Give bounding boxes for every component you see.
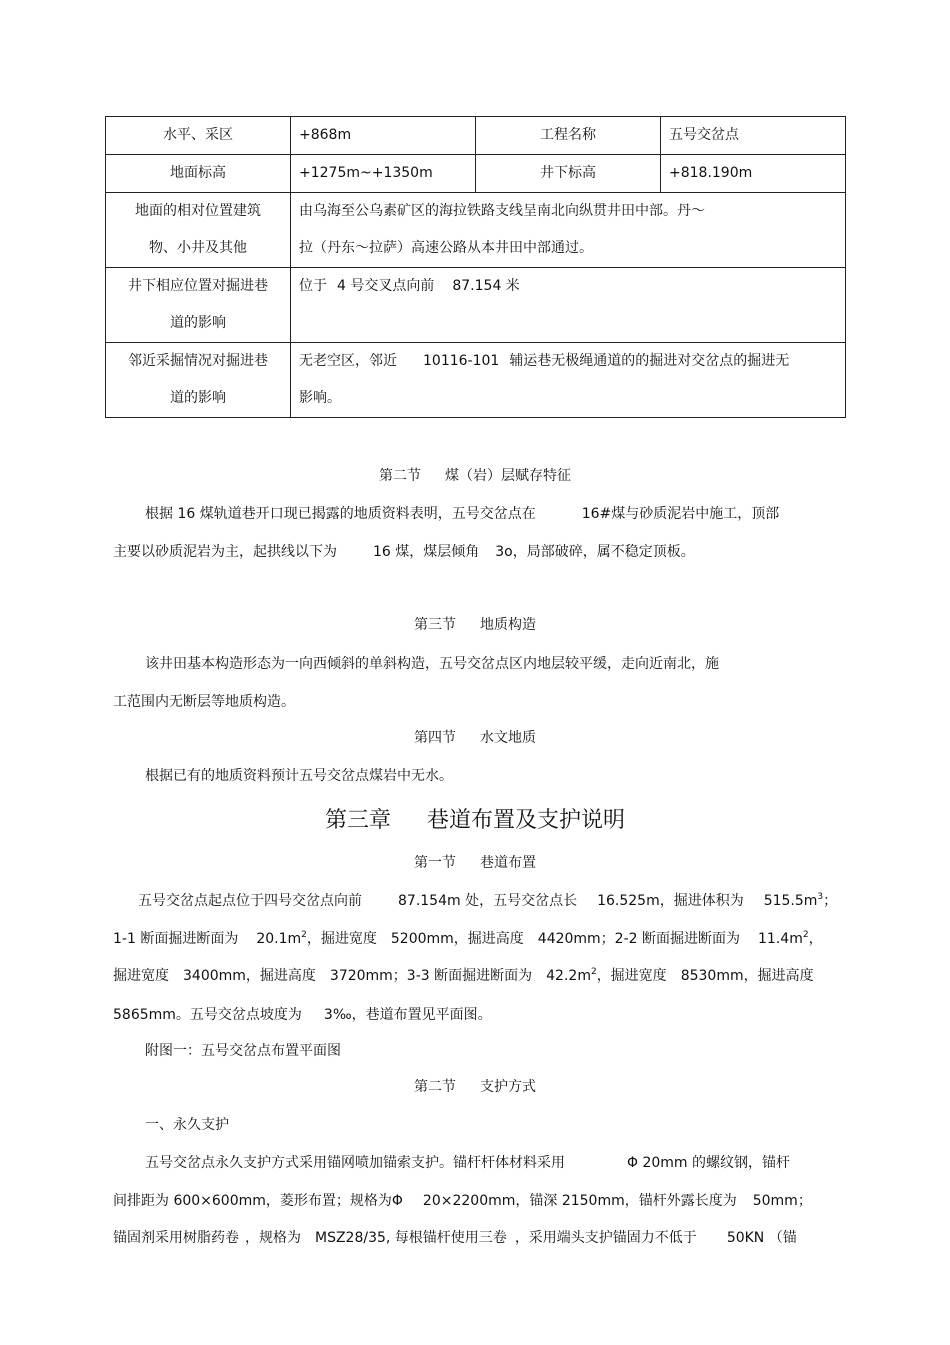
figure-reference: 附图一：五号交岔点布置平面图: [145, 1043, 341, 1059]
paragraph-line: 根据 16 煤轨道巷开口现已揭露的地质资料表明，五号交岔点在 16#煤与砂质泥岩中施工，顶部: [145, 506, 780, 522]
value-text: 4 号交叉点向前: [337, 278, 435, 294]
paragraph-line: 根据已有的地质资料预计五号交岔点煤岩中无水。: [145, 768, 453, 784]
section-heading: [0, 852, 950, 872]
value-text: 10116-101: [423, 353, 500, 369]
section-heading: [0, 727, 950, 747]
label-line: 物、小井及其他: [149, 240, 247, 256]
chapter-title: 巷道布置及支护说明: [427, 808, 626, 833]
paragraph-line: 工范围内无断层等地质构造。: [113, 694, 295, 710]
paragraph-line: 5865mm。五号交岔点坡度为 3‰，巷道布置见平面图。: [113, 1007, 492, 1023]
project-info-table: [105, 116, 846, 418]
section-title: 巷道布置: [480, 855, 536, 871]
section-number: 第二节: [379, 468, 421, 484]
label-line: 井下相应位置对掘进巷: [128, 278, 268, 294]
section-title: 水文地质: [480, 730, 536, 746]
table-row: [106, 117, 846, 155]
section-number: 第一节: [414, 855, 456, 871]
table-row: [106, 343, 846, 418]
value-surface-buildings: [291, 193, 846, 268]
value-project-name: 五号交岔点: [661, 117, 846, 155]
label-line: 地面的相对位置建筑: [135, 203, 261, 219]
value-level-area: +868m: [291, 117, 476, 155]
table-row: [106, 155, 846, 193]
value-adjacent-mining: [291, 343, 846, 418]
value-line: 影响。: [299, 390, 341, 406]
section-number: 第四节: [414, 730, 456, 746]
table-row: [106, 268, 846, 343]
paragraph-line: 锚固剂采用树脂药卷 ，规格为 MSZ28/35, 每根锚杆使用三卷 ，采用端头支护锚固力不低于 50KN （锚: [113, 1230, 797, 1246]
section-heading: [0, 1076, 950, 1096]
label-line: 道的影响: [170, 315, 226, 331]
value-underground-impact: [291, 268, 846, 343]
section-number: 第三节: [414, 617, 456, 633]
value-text: 无老空区，邻近: [299, 353, 397, 369]
label-line: 道的影响: [170, 390, 226, 406]
value-ground-elevation: +1275m~+1350m: [291, 155, 476, 193]
chapter-number: 第三章: [324, 808, 391, 833]
label-project-name: 工程名称: [476, 117, 661, 155]
label-underground-elevation: 井下标高: [476, 155, 661, 193]
value-text: 87.154 米: [452, 278, 520, 294]
paragraph-line: 五号交岔点永久支护方式采用锚网喷加锚索支护。锚杆杆体材料采用 Φ 20mm 的螺纹钢，锚杆: [145, 1155, 791, 1171]
label-adjacent-mining: [106, 343, 291, 418]
subsection-heading: 一、永久支护: [145, 1117, 229, 1133]
label-underground-impact: [106, 268, 291, 343]
section-heading: [0, 614, 950, 634]
paragraph-line: 五号交岔点起点位于四号交岔点向前 87.154m 处，五号交岔点长 16.525m，掘进体积为 $515.5m^3$；: [138, 892, 838, 909]
value-line: 由乌海至公乌素矿区的海拉铁路支线呈南北向纵贯井田中部。丹～: [299, 203, 705, 219]
value-text: 辅运巷无极绳通道的的掘进对交岔点的掘进无: [509, 353, 790, 369]
paragraph-line: 间排距为 600×600mm，菱形布置；规格为Φ 20×2200mm，锚深 2150mm，锚杆外露长度为 50mm；: [113, 1193, 812, 1209]
section-number: 第二节: [414, 1079, 456, 1095]
label-surface-buildings: [106, 193, 291, 268]
section-heading: [0, 465, 950, 485]
paragraph-line: 掘进宽度 3400mm，掘进高度 3720mm；3-3 断面掘进断面为 $42.2m^2$，掘进宽度 8530mm，掘进高度: [113, 967, 814, 984]
value-text: 位于: [299, 278, 327, 294]
paragraph-line: 主要以砂质泥岩为主，起拱线以下为 16 煤，煤层倾角 3o，局部破碎，属不稳定顶板。: [113, 544, 695, 560]
value-underground-elevation: +818.190m: [661, 155, 846, 193]
value-line: 拉（丹东～拉萨）高速公路从本井田中部通过。: [299, 240, 593, 256]
label-line: 邻近采掘情况对掘进巷: [128, 353, 268, 369]
table-row: [106, 193, 846, 268]
paragraph-line: 该井田基本构造形态为一向西倾斜的单斜构造，五号交岔点区内地层较平缓，走向近南北，施: [145, 656, 719, 672]
label-level-area: 水平、采区: [106, 117, 291, 155]
section-title: 地质构造: [480, 617, 536, 633]
section-title: 煤（岩）层赋存特征: [445, 468, 571, 484]
section-title: 支护方式: [480, 1079, 536, 1095]
paragraph-line: 1-1 断面掘进断面为 $20.1m^2$，掘进宽度 5200mm，掘进高度 4420mm；2-2 断面掘进断面为 $11.4m^2$，: [113, 930, 823, 947]
chapter-heading: [0, 803, 950, 834]
label-ground-elevation: 地面标高: [106, 155, 291, 193]
